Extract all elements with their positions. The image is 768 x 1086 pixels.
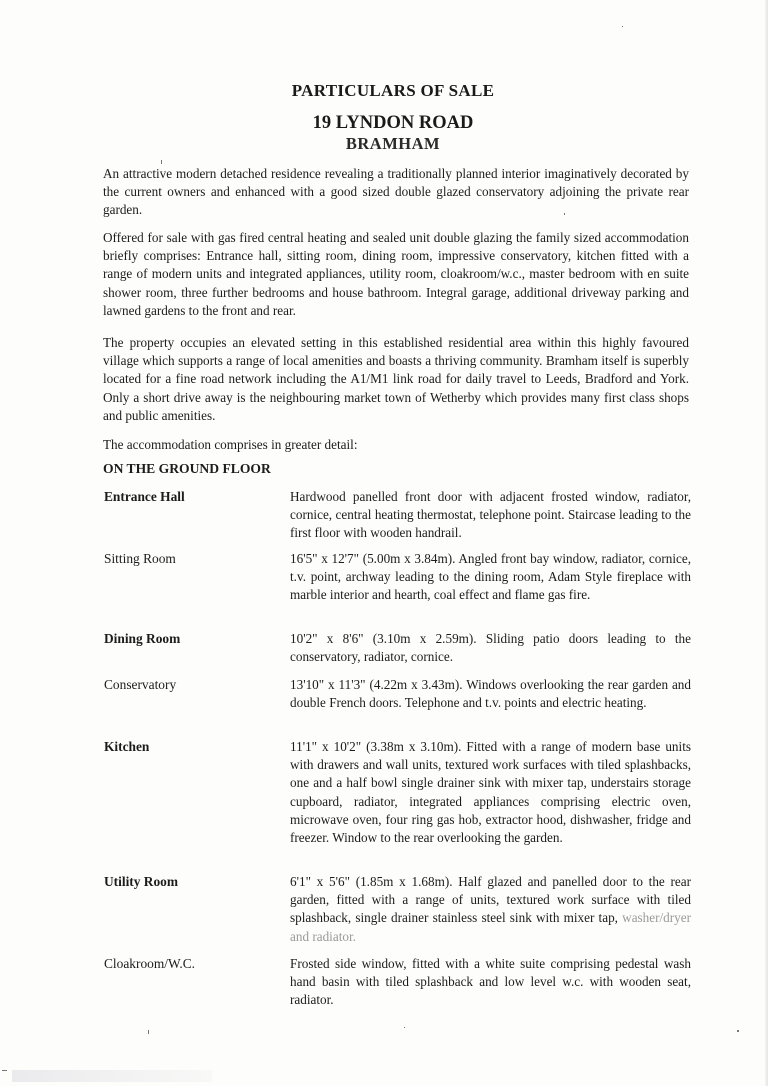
room-description: 13'10" x 11'3" (4.22m x 3.43m). Windows overlooking the rear garden and double French doors. Telephone and t.v. points and electric heating. (290, 677, 691, 711)
location-paragraph: The property occupies an elevated setting in this established residential area within this highly favoured village which supports a range of local amenities and boasts a thriving community. Bramham itself is superbly located for a fine road network including the A1/M1 link road for daily travel to Leeds, Bradford and York. Only a short drive away is the neighbouring market town of Wetherby which provides many first class shops and public amenities. (103, 335, 689, 423)
section-heading-ground-floor: ON THE GROUND FLOOR (103, 461, 271, 476)
scan-speck (622, 26, 623, 27)
accommodation-intro: The accommodation comprises in greater detail: (103, 437, 358, 452)
property-address: 19 LYNDON ROAD (312, 113, 474, 133)
room-description: Frosted side window, fitted with a white suite comprising pedestal wash hand basin with tiled splashback and low level w.c. with wooden seat, radiator. (290, 956, 691, 1008)
scan-speck (161, 160, 162, 164)
scan-speck (148, 1030, 149, 1034)
scan-shadow (12, 1070, 212, 1082)
room-name: Utility Room (104, 874, 179, 889)
room-name: Dining Room (104, 631, 181, 646)
room-description-text: 6'1" x 5'6" (1.85m x 1.68m). Half glazed and panelled door to the rear garden, fitted with a range of units, textured work surface with tiled splashback, single drainer stainless steel sink with mixer tap, (290, 874, 691, 926)
room-name: Sitting Room (104, 551, 176, 566)
room-description: Hardwood panelled front door with adjacent frosted window, radiator, cornice, central heating thermostat, telephone point. Staircase leading to the first floor with wooden handrail. (290, 489, 691, 541)
room-description (290, 873, 691, 946)
room-name: Entrance Hall (104, 489, 185, 504)
room-description: 16'5" x 12'7" (5.00m x 3.84m). Angled front bay window, radiator, cornice, t.v. point, archway leading to the dining room, Adam Style fireplace with marble interior and hearth, coal effect and flame gas fire. (290, 551, 691, 603)
document-heading: PARTICULARS OF SALE (291, 81, 495, 100)
property-village: BRAMHAM (345, 134, 441, 153)
room-description-faded-text: washer/dryer and radiator. (290, 910, 692, 944)
scan-speck (737, 1030, 739, 1032)
scan-speck (564, 213, 565, 215)
room-description: 11'1" x 10'2" (3.38m x 3.10m). Fitted with a range of modern base units with drawers and wall units, textured work surfaces with tiled splashbacks, one and a half bowl single drainer sink with mixer tap, understairs storage cupboard, radiator, integrated appliances comprising electric oven, microwave oven, four ring gas hob, extractor hood, dishwasher, fridge and freezer. Window to the rear overlooking the garden. (290, 739, 691, 846)
scan-speck (2, 1070, 7, 1071)
intro-paragraph: An attractive modern detached residence revealing a traditionally planned interior imaginatively decorated by the current owners and enhanced with a good sized double glazed conservatory adjoining the private rear garden. (103, 166, 689, 218)
scan-speck (404, 1027, 405, 1028)
summary-paragraph: Offered for sale with gas fired central heating and sealed unit double glazing the family sized accommodation briefly comprises: Entrance hall, sitting room, dining room, impressive conservatory, kitchen fitted with a range of modern units and integrated appliances, utility room, cloakroom/w.c., master bedroom with en suite shower room, three further bedrooms and house bathroom. Integral garage, additional driveway parking and lawned gardens to the front and rear. (103, 230, 689, 318)
room-name: Conservatory (104, 677, 177, 692)
room-name: Cloakroom/W.C. (104, 956, 196, 971)
room-description: 10'2" x 8'6" (3.10m x 2.59m). Sliding patio doors leading to the conservatory, radiator, cornice. (290, 631, 691, 665)
room-name: Kitchen (104, 739, 150, 754)
